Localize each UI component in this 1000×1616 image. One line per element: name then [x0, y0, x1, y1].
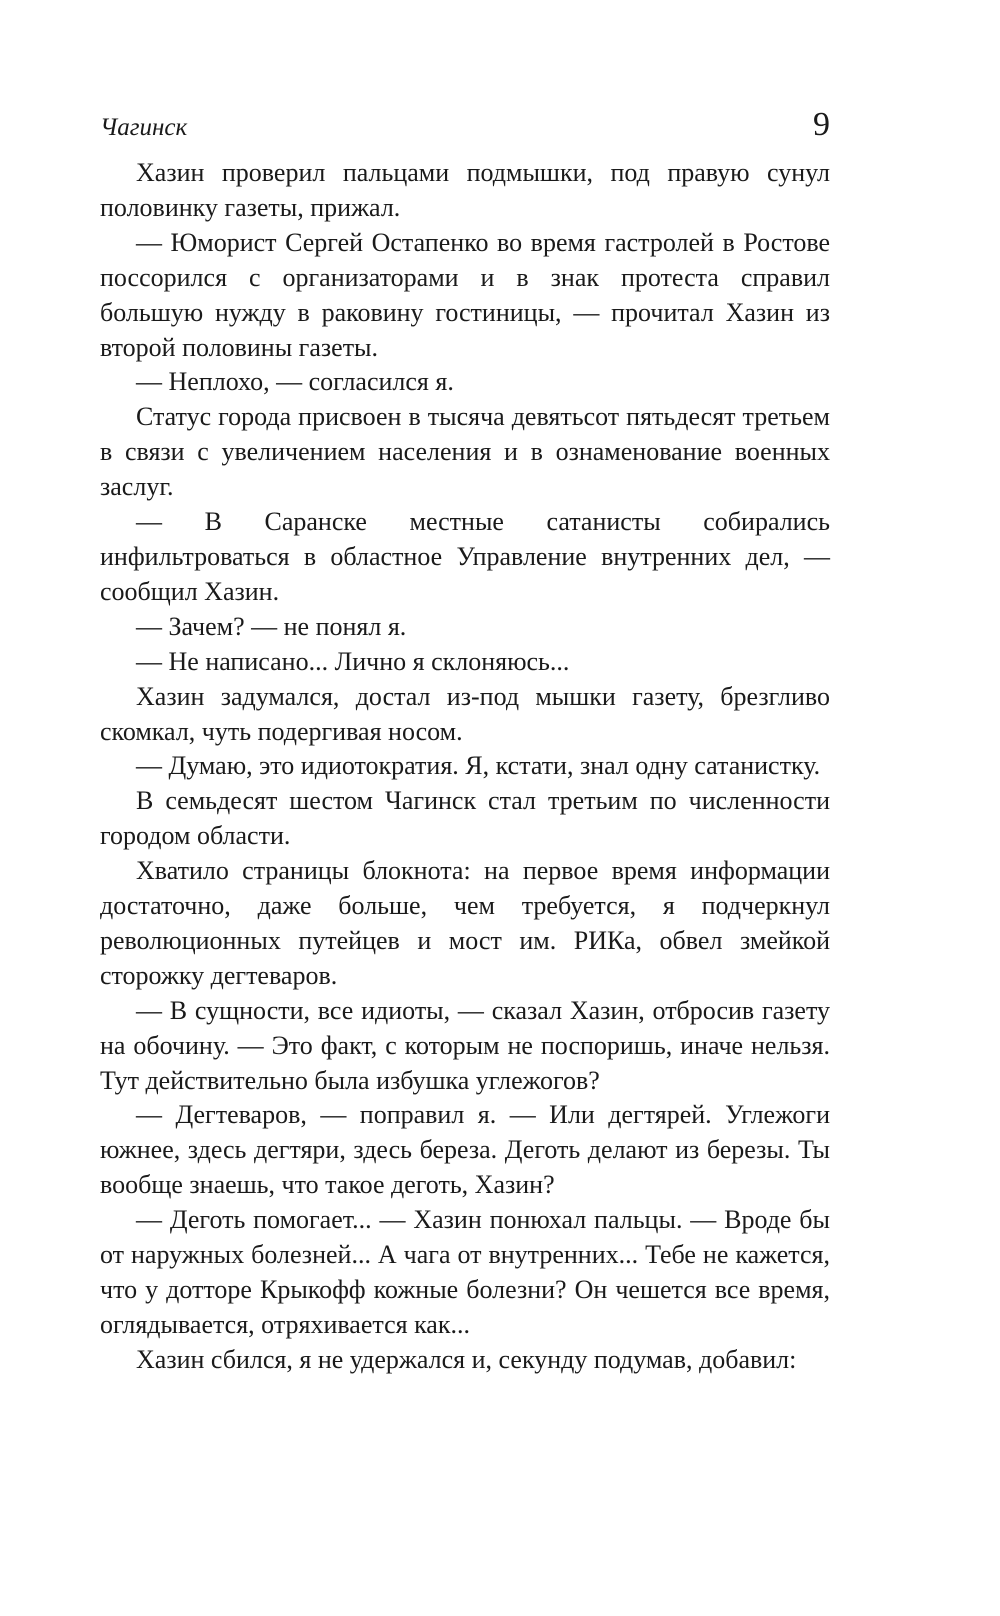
chapter-title: Чагинск	[100, 114, 188, 141]
paragraph-10: В семьдесят шестом Чагинск стал третьим по численности городом области.	[100, 786, 830, 851]
body-text	[100, 156, 830, 1378]
paragraph-11: Хватило страницы блокнота: на первое время информации достаточно, даже больше, чем требуется, я подчеркнул революционных путейцев и мост им. РИКа, обвел змейкой сторожку дегтеваров.	[100, 856, 830, 990]
book-page	[100, 108, 830, 1378]
running-header	[100, 108, 830, 156]
page-number: 9	[813, 106, 830, 143]
paragraph-8: Хазин задумался, достал из-под мышки газету, брезгливо скомкал, чуть подергивая носом.	[100, 681, 830, 746]
paragraph-3: — Неплохо, — согласился я.	[136, 367, 454, 397]
paragraph-12: — В сущности, все идиоты, — сказал Хазин, отбросив газету на обочину. — Это факт, с которым не поспоришь, иначе нельзя. Тут действительно была избушка углежогов?	[100, 995, 830, 1095]
paragraph-6: — Зачем? — не понял я.	[136, 611, 407, 641]
paragraph-5: — В Саранске местные сатанисты собирались инфильтроваться в областное Управление внутренних дел, — сообщил Хазин.	[100, 507, 830, 606]
paragraph-13: — Дегтеваров, — поправил я. — Или дегтярей. Углежоги южнее, здесь дегтяри, здесь береза. Деготь делают из березы. Ты вообще знаешь, что такое деготь, Хазин?	[100, 1100, 830, 1200]
paragraph-7: — Не написано... Лично я склоняюсь...	[136, 646, 570, 676]
paragraph-4: Статус города присвоен в тысяча девятьсот пятьдесят третьем в связи с увеличением населения и в ознаменование военных заслуг.	[100, 402, 830, 502]
paragraph-1: Хазин проверил пальцами подмышки, под правую сунул половинку газеты, прижал.	[100, 158, 830, 222]
paragraph-15: Хазин сбился, я не удержался и, секунду подумав, добавил:	[136, 1344, 797, 1374]
paragraph-9: — Думаю, это идиотократия. Я, кстати, знал одну сатанистку.	[136, 751, 821, 781]
paragraph-2: — Юморист Сергей Остапенко во время гастролей в Ростове поссорился с организаторами и в знак протеста справил большую нужду в раковину гостиницы, — прочитал Хазин из второй половины газеты.	[100, 227, 830, 362]
paragraph-14: — Деготь помогает... — Хазин понюхал пальцы. — Вроде бы от наружных болезней... А чага от внутренних... Тебе не кажется, что у дотторе Крыкофф кожные болезни? Он чешется все время, оглядывается, отряхивается как...	[100, 1205, 830, 1339]
